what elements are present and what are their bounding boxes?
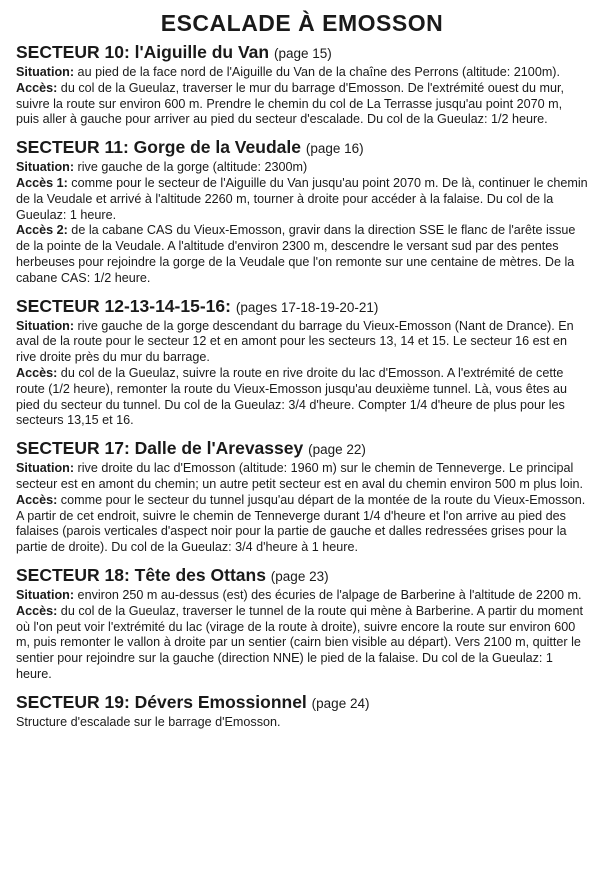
paragraph-label: Situation: xyxy=(16,587,75,602)
sector-heading xyxy=(16,137,588,159)
paragraph-text: rive droite du lac d'Emosson (altitude: 1960 m) sur le chemin de Tenneverge. Le principal secteur est en amont du chemin; un autre petit secteur est en aval du chemin environ 500 m plus loin. xyxy=(16,461,584,491)
paragraph-label: Accès: xyxy=(16,603,58,618)
paragraph-label: Situation: xyxy=(16,160,75,175)
sector-heading xyxy=(16,42,588,64)
sector-paragraph xyxy=(16,588,588,604)
sector-paragraph xyxy=(16,176,588,223)
sector-paragraph xyxy=(16,81,588,128)
paragraph-text: du col de la Gueulaz, suivre la route en rive droite du lac d'Emosson. A l'extrémité de cette route (1/2 heure), remonter la route du Vieux-Emosson jusqu'au deuxième tunnel. Là, vous êtes au pied du secteur du tunnel. Du col de la Gueulaz: 3/4 d'heure. Compter 1/4 d'heure de plus pour les secteurs 13,15 et 16. xyxy=(16,365,568,428)
paragraph-text: du col de la Gueulaz, traverser le tunnel de la route qui mène à Barberine. A partir du moment où l'on peut voir l'extrémité du lac (virage de la route à droite), suivre encore la route sur environ 600 m, puis remonter le vallon à droite par un sentier (cairn bien visible au départ). Vers 2100 m, quitter le sentier pour rejoindre sur la gauche (direction NNE) le pied de la falaise. Du col de la Gueulaz: 1 heure. xyxy=(16,603,584,681)
paragraph-label: Accès: xyxy=(16,492,58,507)
paragraph-text: au pied de la face nord de l'Aiguille du Van de la chaîne des Perrons (altitude: 2100m). xyxy=(74,65,561,79)
page-reference: (page 15) xyxy=(273,46,332,61)
page-reference: (page 24) xyxy=(311,695,370,711)
page-title: ESCALADE À EMOSSON xyxy=(160,10,444,36)
sector-heading-text: SECTEUR 12-13-14-15-16: xyxy=(16,295,231,316)
sector-heading xyxy=(16,692,588,714)
sector-section xyxy=(16,42,588,128)
sector-paragraph xyxy=(16,319,588,366)
paragraph-label: Accès 2: xyxy=(16,223,68,238)
sector-heading-text: SECTEUR 10: l'Aiguille du Van xyxy=(16,42,270,62)
paragraph-text: rive gauche de la gorge (altitude: 2300m) xyxy=(74,160,308,175)
sector-heading-text: SECTEUR 18: Tête des Ottans xyxy=(16,564,266,585)
sector-paragraph xyxy=(16,160,588,176)
sector-paragraph xyxy=(16,461,588,493)
sector-paragraph xyxy=(16,223,588,286)
sector-paragraph xyxy=(16,604,588,683)
sector-paragraph xyxy=(16,366,588,429)
sector-heading-text: SECTEUR 17: Dalle de l'Arevassey xyxy=(16,438,304,459)
sector-heading-text: SECTEUR 19: Dévers Emossionnel xyxy=(16,691,307,712)
paragraph-text: comme pour le secteur de l'Aiguille du Van jusqu'au point 2070 m. De là, continuer le chemin de la Veudale et arrivé à l'altitude 2260 m, tourner à droite pour accéder à la falaise. Du col de la Gueulaz: 1 heure. xyxy=(16,175,588,222)
paragraph-text: comme pour le secteur du tunnel jusqu'au départ de la montée de la route du Vieux-Emosson. A partir de cet endroit, suivre le chemin de Tenneverge durant 1/4 d'heure et l'on arrive au pied des falaises (parois verticales d'aspect noir pour la partie de gauche et dalles redressées grises pour la partie de droite). Du col de la Gueulaz: 3/4 d'heure à 1 heure. xyxy=(16,492,586,555)
sector-paragraph xyxy=(16,493,588,556)
page-reference: (page 22) xyxy=(308,442,366,458)
paragraph-text: du col de la Gueulaz, traverser le mur du barrage d'Emosson. De l'extrémité ouest du mur, suivre la route sur environ 600 m. Prendre le chemin du col de La Terrasse jusqu'au point 2070 m, puis aller à gauche pour arriver au pied du secteur d'escalade. Du col de la Gueulaz: 1/2 heure. xyxy=(16,80,565,127)
sector-section xyxy=(16,692,588,731)
sector-heading-text: SECTEUR 11: Gorge de la Veudale xyxy=(16,137,301,158)
paragraph-label: Situation: xyxy=(16,318,75,333)
sector-heading xyxy=(16,438,588,460)
paragraph-text: environ 250 m au-dessus (est) des écuries de l'alpage de Barberine à l'altitude de 2200 m. xyxy=(74,587,582,602)
paragraph-text: Structure d'escalade sur le barrage d'Emosson. xyxy=(16,714,281,729)
sector-section xyxy=(16,296,588,430)
page-reference: (page 16) xyxy=(305,141,364,157)
paragraph-label: Situation: xyxy=(16,65,75,79)
paragraph-text: de la cabane CAS du Vieux-Emosson, gravir dans la direction SSE le flanc de l'arête issue de la pointe de la Veudale. A l'altitude d'environ 2300 m, descendre le versant sud par des pentes herbeuses pour rejoindre la gorge de la Veudale que l'on remonte sur une centaine de mètres. De la cabane CAS: 1/2 heure. xyxy=(16,223,576,285)
sector-paragraph xyxy=(16,65,588,81)
sector-section xyxy=(16,565,588,683)
paragraph-label: Accès 1: xyxy=(16,175,68,190)
sector-heading xyxy=(16,296,588,318)
page-reference: (page 23) xyxy=(270,568,329,584)
sector-heading xyxy=(16,565,588,587)
paragraph-label: Accès: xyxy=(16,365,58,380)
sector-section xyxy=(16,438,588,556)
page-reference: (pages 17-18-19-20-21) xyxy=(235,299,379,315)
paragraph-label: Accès: xyxy=(16,80,58,95)
paragraph-label: Situation: xyxy=(16,461,75,476)
sections-container xyxy=(16,42,588,731)
paragraph-text: rive gauche de la gorge descendant du barrage du Vieux-Emosson (Nant de Drance). En aval de la route pour le secteur 12 et en amont pour les secteurs 13, 14 et 15. Le secteur 16 est en rive droite près du mur du barrage. xyxy=(16,318,574,365)
sector-section xyxy=(16,137,588,286)
sector-paragraph xyxy=(16,715,588,731)
